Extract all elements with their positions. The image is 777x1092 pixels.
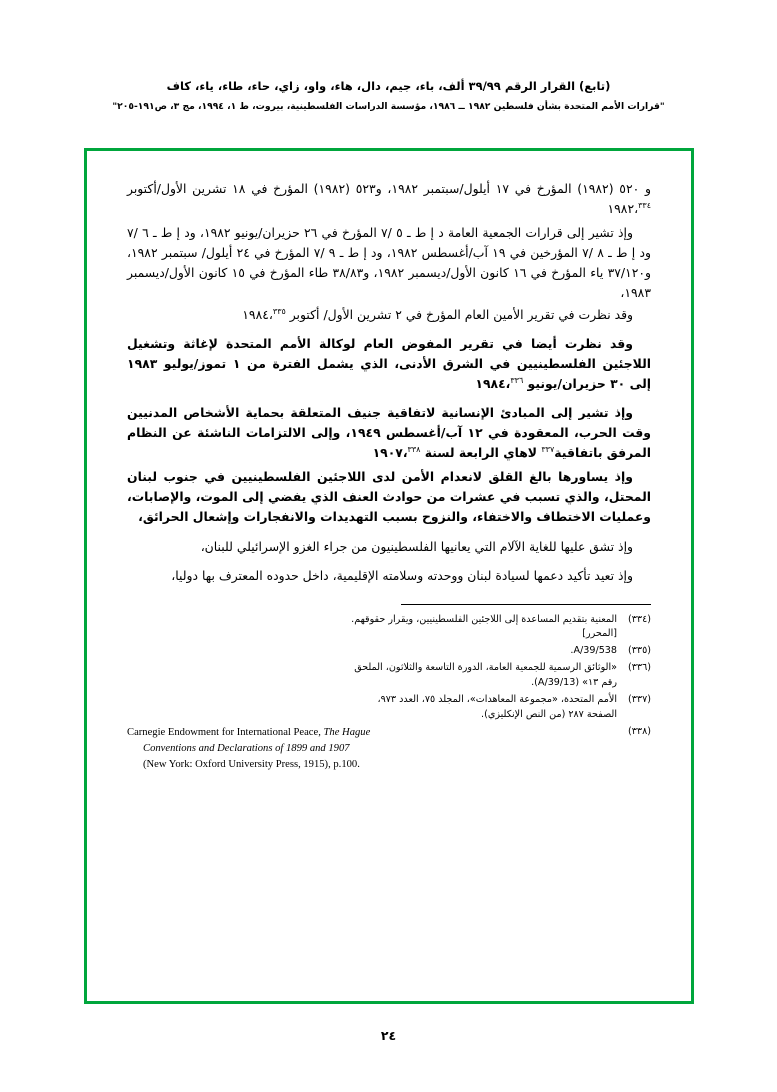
footnote-item (127, 613, 651, 642)
paragraph-line: لإغاثة وتشغيل اللاجئين الفلسطينيين في الشرق الأدنى، الذي يشمل (127, 335, 651, 371)
footnote-text (127, 644, 617, 659)
paragraph-line: ١٩٨٢، و٣٨/٨٣ طاء المؤرخ في ١٥ كانون الأول/ديسمبر ١٩٨٣، (127, 265, 651, 301)
footnote-line: المعنية بتقديم المساعدة إلى اللاجئين الفلسطينيين، ويقرار حقوقهم. (351, 613, 617, 625)
footnote-item (127, 644, 651, 659)
paragraph-considered-also (127, 334, 651, 394)
paragraph-line: ١٩٤٩، وإلى الالتزامات الناشئة عن النظام المرفق باتفاقية (127, 425, 651, 461)
paragraph-distressed (127, 537, 651, 557)
paragraph-line: (١٩٨٢) المؤرخ في ١٨ تشرين الأول/أكتوبر ١٩٨٢، (127, 181, 639, 217)
footnote-line: [المحرر] (582, 628, 617, 640)
paragraph-line: الغزو الإسرائيلي للبنان، (200, 538, 320, 554)
paragraph-line: الأشخاص المدنيين وقت الحرب، المعقودة في ١٢ آب/أغسطس (127, 404, 651, 441)
footnotes-section (127, 613, 651, 773)
footnote-number: (٣٣٨) (628, 725, 651, 737)
paragraph-line: داخل حدوده المعترف بها دوليا، (171, 567, 329, 583)
footnote-item (127, 725, 651, 773)
footnote-text-latin (127, 725, 617, 773)
footnote-line: «الوثائق الرسمية للجمعية العامة، الدورة التاسعة والثلاثون، الملحق (354, 662, 617, 674)
paragraph-line: وإذ تشير إلى قرارات الجمعية العامة د إ ط ـ ٥ /٧ المؤرخ في ٢٦ (303, 225, 633, 241)
footnote-line: الصفحة ٢٨٧ (من النص الإنكليزي). (481, 708, 617, 720)
paragraph-line: وإذ تشق عليها للغاية الآلام التي يعانيها الفلسطينيون من جراء (323, 538, 633, 554)
footnote-text (127, 661, 617, 690)
paragraph-line: ١٩ آب/أغسطس ١٩٨٢، ود إ ط ـ ٩ /٧ المؤرخ في ٢٤ أيلول/ (201, 245, 506, 261)
paragraph-line: وإذ تعيد تأكيد دعمها لسيادة لبنان ووحدته وسلامته الإقليمية، (332, 567, 633, 583)
paragraph-line: في جنوب لبنان المحتل، والذي تسبب في عشرات من حوادث (127, 469, 651, 505)
paragraph-deeply-concerned (127, 467, 651, 527)
resolution-body (127, 179, 651, 586)
paragraph-line: وقد نظرت في تقرير الأمين العام المؤرخ في ٢ تشرين الأول/ (323, 306, 633, 322)
document-source-citation: "قرارات الأمم المتحدة بشأن فلسطين ١٩٨٢ ــ ١٩٨٦، مؤسسة الدراسات الفلسطينية، بيروت، ط ١، ١٩٩٤، مج ٣، ص١٩١-٢٠٥" (112, 101, 665, 113)
paragraph-line: حزيران/يونيو ١٩٨٢، ود إ ط ـ ٦ /٧ ود إ ط ـ ٨ /٧ المؤرخين في (127, 225, 651, 261)
footnote-number: (٣٣٦) (628, 662, 651, 674)
footnote-text (127, 693, 617, 722)
paragraph-line: و ٥٢٠ (١٩٨٢) المؤرخ في ١٧ أيلول/سبتمبر ١٩٨٢، و٥٢٣ (355, 181, 651, 196)
footnote-line: (New York: Oxford University Press, 1915), p.100. (143, 758, 360, 770)
footnote-text (127, 613, 617, 642)
footnote-line: رقم ١٣» (A/39/13). (531, 677, 617, 688)
document-title: (تابع) القرار الرقم ٣٩/٩٩ ألف، باء، جيم، دال، هاء، واو، زاي، حاء، طاء، ياء، كاف (166, 79, 611, 93)
footnote-line: A/39/538. (570, 645, 617, 657)
paragraph-reaffirming-sovereignty (127, 566, 651, 586)
footnote-line: الأمم المتحدة، «مجموعة المعاهدات»، المجلد ٧٥، العدد ٩٧٣، (377, 694, 617, 706)
footnote-line: Carnegie Endowment for International Peace, The Hague (127, 726, 371, 738)
paragraph-dates-1 (127, 179, 651, 219)
paragraph-considered-report (127, 305, 651, 325)
paragraph-line: الحرائق، (138, 509, 189, 525)
paragraph-line: العنف الذي يفضي إلى الموت، والإصابات، وعمليات الاختطاف (127, 489, 651, 525)
footnote-item (127, 661, 651, 690)
footnote-line: Conventions and Declarations of 1899 and 1907 (143, 742, 350, 754)
paragraph-line: سبتمبر ١٩٨٢، و٣٧/١٢٠ ياء المؤرخ في ١٦ كانون الأول/ديسمبر (127, 245, 651, 281)
paragraph-line: وإذ تشير إلى المبادئ الإنسانية لاتفاقية جنيف المتعلقة بحماية (245, 404, 633, 420)
footnote-number: (٣٣٧) (628, 694, 651, 706)
paragraph-recalling-geneva (127, 403, 651, 463)
paragraph-recalling-resolutions (127, 223, 651, 303)
paragraph-line: لاهاي الرابعة لسنة ١٩٠٧، (372, 445, 538, 461)
paragraph-line: وإذ يساورها بالغ القلق لانعدام الأمن لدى اللاجئين الفلسطينيين (231, 469, 633, 485)
footnote-ref: ٣٣٤ (638, 200, 651, 210)
page-header (0, 0, 777, 112)
footnote-number: (٣٣٤) (628, 613, 651, 625)
green-framed-content-box (84, 148, 694, 1004)
footnote-ref: ٣٣٥ (272, 306, 286, 316)
paragraph-line: أكتوبر ١٩٨٤، (242, 306, 320, 322)
footnote-ref: ٣٣٦ (510, 375, 524, 385)
footnote-ref: ٣٣٨ (407, 445, 421, 454)
paragraph-line: الفترة من ١ تموز/يوليو ١٩٨٣ إلى ٣٠ حزيران/يونيو ١٩٨٤، (127, 355, 651, 391)
page-number: ٢٤ (380, 1028, 397, 1043)
paragraph-line: وقد نظرت أيضا في تقرير المفوض العام لوكالة الأمم المتحدة (226, 335, 633, 351)
footnote-item (127, 693, 651, 722)
footnote-number: (٣٣٥) (628, 645, 651, 657)
paragraph-line: والاختفاء، والنزوح بسبب التهديدات والانفجارات وإشعال (192, 509, 533, 525)
footnote-ref: ٣٣٧ (541, 445, 555, 454)
footnote-separator-rule (401, 604, 651, 605)
